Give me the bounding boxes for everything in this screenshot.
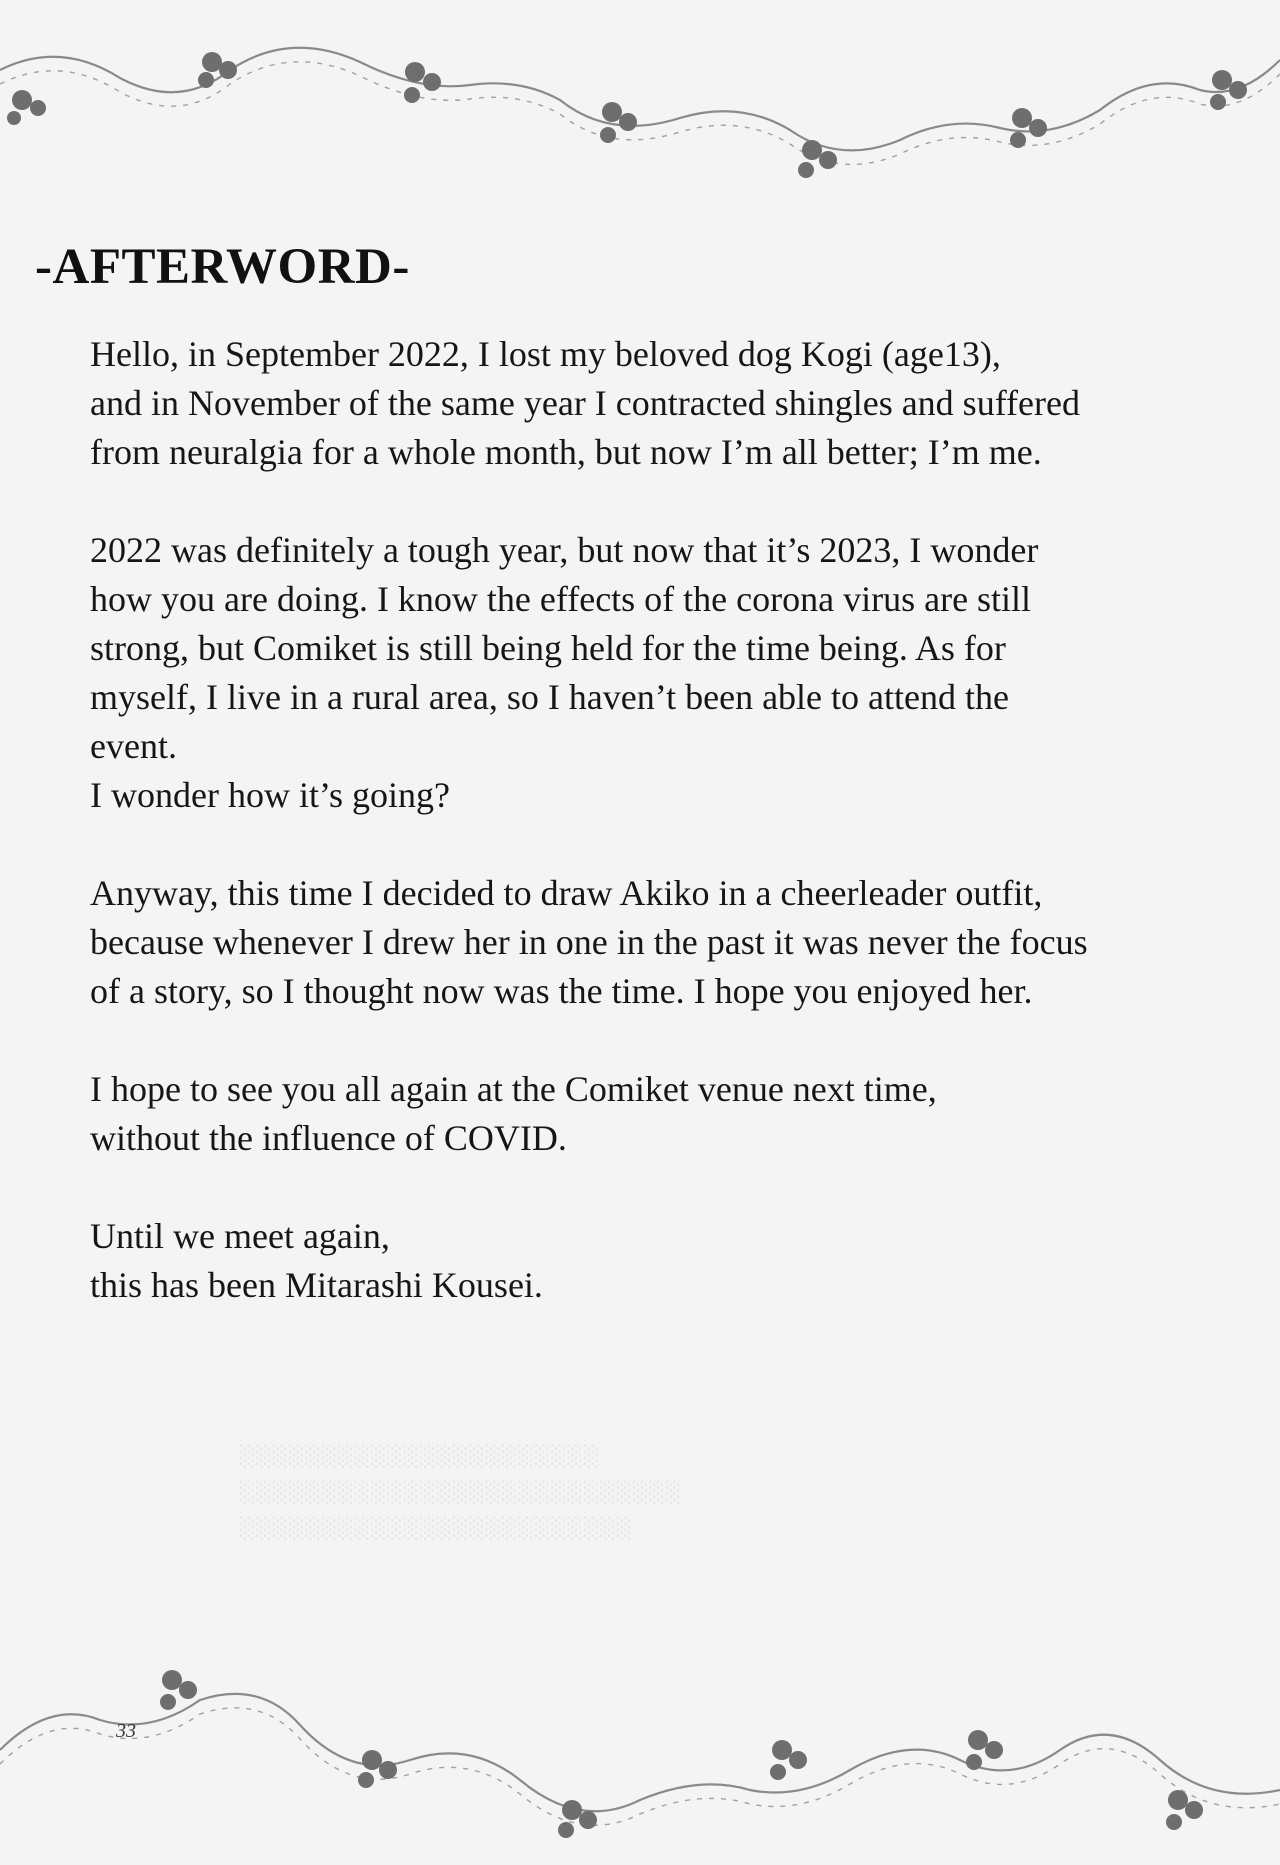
text-line: I hope to see you all again at the Comiket venue next time, xyxy=(90,1069,937,1109)
paragraph xyxy=(90,330,1240,477)
text-line: this has been Mitarashi Kousei. xyxy=(90,1265,543,1305)
paragraph xyxy=(90,1212,1240,1310)
paragraph xyxy=(90,1065,1240,1163)
rose-cluster-icon xyxy=(7,52,1247,178)
page-number: 33 xyxy=(116,1720,136,1742)
text-line: from neuralgia for a whole month, but now I’m all better; I’m me. xyxy=(90,432,1042,472)
text-line: and in November of the same year I contracted shingles and suffered xyxy=(90,383,1080,423)
text-line: Hello, in September 2022, I lost my beloved dog Kogi (age13), xyxy=(90,334,1001,374)
lace-border-top xyxy=(0,0,1280,200)
text-line: of a story, so I thought now was the time. I hope you enjoyed her. xyxy=(90,971,1033,1011)
text-line: strong, but Comiket is still being held for the time being. As for xyxy=(90,628,1006,668)
afterword-body xyxy=(90,330,1240,1359)
text-line: myself, I live in a rural area, so I haven’t been able to attend the xyxy=(90,677,1009,717)
text-line: 2022 was definitely a tough year, but now that it’s 2023, I wonder xyxy=(90,530,1039,570)
paragraph xyxy=(90,526,1240,820)
text-line: Until we meet again, xyxy=(90,1216,390,1256)
text-line: I wonder how it’s going? xyxy=(90,775,450,815)
text-line: because whenever I drew her in one in the past it was never the focus xyxy=(90,922,1088,962)
text-line: event. xyxy=(90,726,177,766)
text-line: how you are doing. I know the effects of the corona virus are still xyxy=(90,579,1032,619)
text-line: Anyway, this time I decided to draw Akiko in a cheerleader outfit, xyxy=(90,873,1043,913)
bleed-through-text: ░░░░░░░░░░░░░░░░░░░░░░ ░░░░░░░░░░░░░░░░░░░░░░░░░░░ ░░░░░░░░░░░░░░░░░░░░░░░░ xyxy=(240,1444,683,1540)
lace-border-bottom xyxy=(0,1640,1280,1865)
paragraph xyxy=(90,869,1240,1016)
page-title: -AFTERWORD- xyxy=(35,239,410,295)
text-line: without the influence of COVID. xyxy=(90,1118,567,1158)
